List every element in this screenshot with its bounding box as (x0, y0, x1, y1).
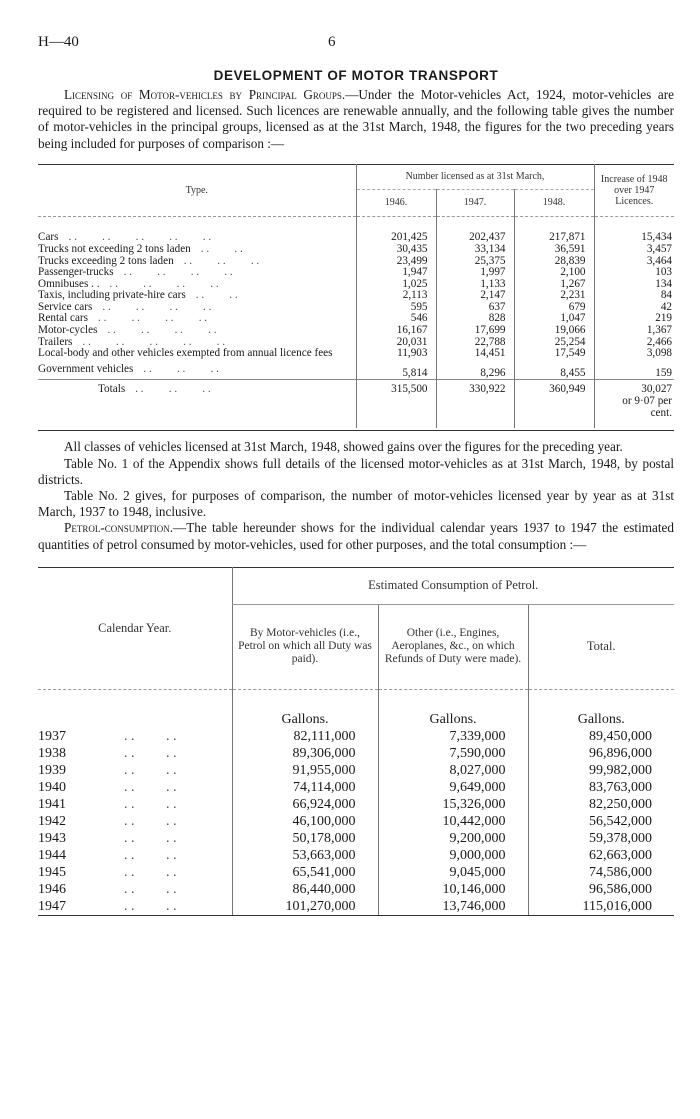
consumption-other: 15,326,000 (378, 796, 528, 813)
table2-row (38, 796, 674, 813)
consumption-motor: 74,114,000 (232, 779, 378, 796)
value-y1947: 8,296 (436, 360, 514, 380)
total-y1948: 360,949 (514, 380, 594, 429)
value-y1947: 828 (436, 313, 514, 325)
vehicle-type-label: Trucks not exceeding 2 tons laden (38, 242, 191, 255)
table2-paragraph: Table No. 2 gives, for purposes of comparison, the number of motor-vehicles licensed year by year as at 31st March, 1937 to 1948, inclusive. (38, 487, 674, 520)
leader-dots: . . . . . . . . . . (82, 335, 226, 348)
col-other: Other (i.e., Engines, Aeroplanes, &c., on which Refunds of Duty were made). (378, 604, 528, 689)
leader-dots: . . . . (124, 746, 177, 762)
consumption-other: 9,000,000 (378, 847, 528, 864)
consumption-other: 9,200,000 (378, 830, 528, 847)
leader-dots: . . . . (124, 865, 177, 881)
vehicle-type-label: Local-body and other vehicles exempted from annual licence fees (38, 347, 333, 360)
value-y1948: 19,066 (514, 325, 594, 337)
value-inc: 3,464 (594, 256, 674, 268)
value-y1948: 17,549 (514, 348, 594, 360)
consumption-total: 96,586,000 (528, 881, 674, 898)
consumption-motor: 86,440,000 (232, 881, 378, 898)
intro-paragraph (38, 87, 674, 152)
leader-dots: . . . . (124, 729, 177, 745)
table1-bottom-rule (38, 430, 674, 431)
value-inc: 103 (594, 267, 674, 279)
calendar-year: 1942 (38, 814, 66, 830)
value-inc: 1,367 (594, 325, 674, 337)
consumption-motor: 101,270,000 (232, 898, 378, 915)
table2-row (38, 898, 674, 915)
consumption-total: 56,542,000 (528, 813, 674, 830)
value-y1946: 11,903 (356, 348, 436, 360)
leader-dots: . . . . . . . . (109, 277, 219, 290)
consumption-other: 7,590,000 (378, 745, 528, 762)
value-y1948: 1,267 (514, 279, 594, 291)
table2-bottom-rule (38, 915, 674, 916)
value-y1947: 637 (436, 302, 514, 314)
consumption-total: 59,378,000 (528, 830, 674, 847)
table2-row (38, 830, 674, 847)
consumption-total: 96,896,000 (528, 745, 674, 762)
consumption-motor: 50,178,000 (232, 830, 378, 847)
value-y1946: 23,499 (356, 256, 436, 268)
consumption-motor: 53,663,000 (232, 847, 378, 864)
table2-row (38, 762, 674, 779)
leader-dots: . . . . . . (143, 362, 219, 375)
value-y1947: 33,134 (436, 244, 514, 256)
consumption-motor: 65,541,000 (232, 864, 378, 881)
calendar-year: 1944 (38, 848, 66, 864)
value-y1948: 2,231 (514, 290, 594, 302)
leader-dots: . . . . (124, 797, 177, 813)
leader-dots: . . . . . . . . (107, 324, 217, 337)
calendar-year: 1937 (38, 729, 66, 745)
value-y1947: 22,788 (436, 337, 514, 349)
table2-row (38, 813, 674, 830)
col-year-1948: 1948. (514, 189, 594, 216)
intro-text: —Under the Motor-vehicles Act, 1924, motor-vehicles are required to be registered and licensed. Such licences are renewable annually, and the following table gives the number of motor-vehicles in the principal groups, licensed as at the 31st March, 1948, the figures for the two preceding years being included for purposes of comparison :— (38, 87, 674, 151)
value-y1948: 1,047 (514, 313, 594, 325)
leader-dots: . . . . (195, 289, 238, 302)
value-y1947: 14,451 (436, 348, 514, 360)
leader-dots: . . . . . . (135, 383, 211, 396)
value-y1948: 25,254 (514, 337, 594, 349)
consumption-total: 115,016,000 (528, 898, 674, 915)
col-group-header: Number licensed as at 31st March, (356, 164, 594, 189)
page-header (38, 34, 674, 54)
consumption-motor: 89,306,000 (232, 745, 378, 762)
leader-dots: . . . . (124, 899, 177, 915)
consumption-other: 9,045,000 (378, 864, 528, 881)
col-calendar-year: Calendar Year. (98, 620, 172, 635)
calendar-year-cell (38, 898, 232, 915)
vehicle-type (38, 348, 356, 360)
calendar-year-cell (38, 813, 232, 830)
value-y1946: 20,031 (356, 337, 436, 349)
value-inc: 159 (594, 360, 674, 380)
consumption-other: 7,339,000 (378, 728, 528, 745)
leader-dots: . . . . (200, 242, 243, 255)
calendar-year: 1938 (38, 746, 66, 762)
consumption-total: 89,450,000 (528, 728, 674, 745)
table1-totals-row (38, 380, 674, 429)
calendar-year-cell (38, 881, 232, 898)
vehicle-type-label: Service cars (38, 300, 93, 313)
consumption-total: 99,982,000 (528, 762, 674, 779)
leader-dots: . . . . . . . . . . (68, 231, 212, 244)
consumption-other: 8,027,000 (378, 762, 528, 779)
value-y1948: 217,871 (514, 232, 594, 244)
value-y1948: 36,591 (514, 244, 594, 256)
consumption-motor: 91,955,000 (232, 762, 378, 779)
calendar-year-cell (38, 728, 232, 745)
col-year-1947: 1947. (436, 189, 514, 216)
vehicle-type-label: Trailers (38, 335, 73, 348)
petrol-paragraph (38, 520, 674, 552)
unit-total: Gallons. (528, 711, 674, 728)
leader-dots: . . . . (124, 882, 177, 898)
vehicle-type (38, 360, 356, 380)
unit-motor: Gallons. (232, 711, 378, 728)
leader-dots: . . . . . . . . (98, 312, 208, 325)
calendar-year: 1941 (38, 797, 66, 813)
table2-row (38, 779, 674, 796)
value-y1946: 1,947 (356, 267, 436, 279)
consumption-other: 9,649,000 (378, 779, 528, 796)
calendar-year: 1940 (38, 780, 66, 796)
value-inc: 2,466 (594, 337, 674, 349)
value-y1946: 30,435 (356, 244, 436, 256)
calendar-year-cell (38, 762, 232, 779)
col-type-header: Type. (185, 184, 208, 196)
leader-dots: . . . . . . (183, 254, 260, 267)
value-y1948: 679 (514, 302, 594, 314)
consumption-other: 10,146,000 (378, 881, 528, 898)
leader-dots: . . . . . . . . (123, 266, 233, 279)
leader-dots: . . . . . . . . (102, 300, 212, 313)
calendar-year: 1946 (38, 882, 66, 898)
value-y1947: 2,147 (436, 290, 514, 302)
value-y1947: 17,699 (436, 325, 514, 337)
col-year-1946: 1946. (356, 189, 436, 216)
table2-row (38, 881, 674, 898)
vehicle-type-label: Rental cars (38, 312, 89, 325)
leader-dots: . . . . (124, 831, 177, 847)
consumption-other: 13,746,000 (378, 898, 528, 915)
leader-dots: . . . . (124, 780, 177, 796)
page-number: 6 (328, 34, 336, 50)
table2-row (38, 847, 674, 864)
value-y1946: 546 (356, 313, 436, 325)
value-inc: 3,098 (594, 348, 674, 360)
value-inc: 219 (594, 313, 674, 325)
total-y1947: 330,922 (436, 380, 514, 429)
consumption-other: 10,442,000 (378, 813, 528, 830)
value-y1948: 8,455 (514, 360, 594, 380)
value-y1946: 1,025 (356, 279, 436, 291)
leader-dots: . . . . (124, 763, 177, 779)
value-y1947: 25,375 (436, 256, 514, 268)
calendar-year-cell (38, 830, 232, 847)
leader-dots: . . . . (124, 814, 177, 830)
value-y1946: 595 (356, 302, 436, 314)
col-total: Total. (528, 604, 674, 689)
unit-other: Gallons. (378, 711, 528, 728)
value-inc: 42 (594, 302, 674, 314)
col-motor-vehicles: By Motor-vehicles (i.e., Petrol on which all Duty was paid). (232, 604, 378, 689)
table1-row (38, 360, 674, 380)
value-y1948: 28,839 (514, 256, 594, 268)
consumption-total: 82,250,000 (528, 796, 674, 813)
vehicle-type-label: Omnibuses . . (38, 277, 100, 290)
petrol-consumption-table (38, 567, 674, 916)
total-increase-percent: or 9·07 per cent. (622, 394, 672, 419)
petrol-lead: Petrol-consumption. (64, 520, 174, 536)
appendix-paragraph: Table No. 1 of the Appendix shows full details of the licensed motor-vehicles as at 31st March, 1948, by postal districts. (38, 455, 674, 487)
section-title: DEVELOPMENT OF MOTOR TRANSPORT (213, 68, 499, 83)
value-y1946: 5,814 (356, 360, 436, 380)
table1-row (38, 325, 674, 337)
value-inc: 3,457 (594, 244, 674, 256)
licensed-vehicles-table (38, 164, 674, 429)
value-inc: 15,434 (594, 232, 674, 244)
col-increase-header: Increase of 1948 over 1947 Licences. (594, 164, 674, 216)
table2-row (38, 864, 674, 881)
calendar-year: 1939 (38, 763, 66, 779)
leader-dots: . . . . (124, 848, 177, 864)
total-y1946: 315,500 (356, 380, 436, 429)
table2-row (38, 728, 674, 745)
totals-label: Totals (98, 383, 126, 396)
calendar-year-cell (38, 796, 232, 813)
petrol-text: —The table hereunder shows for the individual calendar years 1937 to 1947 the estimated quantities of petrol consumed by motor-vehicles, used for other purposes, and the total consumption :— (38, 520, 674, 552)
intro-lead: Licensing of Motor-vehicles by Principal Groups. (64, 87, 346, 102)
table1-row (38, 267, 674, 279)
consumption-motor: 66,924,000 (232, 796, 378, 813)
value-y1946: 16,167 (356, 325, 436, 337)
total-increase: 30,027 (641, 383, 672, 396)
consumption-motor: 46,100,000 (232, 813, 378, 830)
calendar-year-cell (38, 779, 232, 796)
gains-paragraph: All classes of vehicles licensed at 31st March, 1948, showed gains over the figures for the preceding year. (64, 439, 623, 455)
value-y1946: 201,425 (356, 232, 436, 244)
value-inc: 134 (594, 279, 674, 291)
vehicle-type-label: Trucks exceeding 2 tons laden (38, 254, 174, 267)
value-y1948: 2,100 (514, 267, 594, 279)
vehicle-type-label: Cars (38, 231, 59, 244)
value-y1947: 1,997 (436, 267, 514, 279)
vehicle-type (38, 325, 356, 337)
value-y1946: 2,113 (356, 290, 436, 302)
value-y1947: 202,437 (436, 232, 514, 244)
calendar-year-cell (38, 864, 232, 881)
vehicle-type-label: Government vehicles (38, 362, 134, 375)
consumption-total: 62,663,000 (528, 847, 674, 864)
vehicle-type-label: Motor-cycles (38, 324, 98, 337)
calendar-year: 1947 (38, 899, 66, 915)
calendar-year-cell (38, 745, 232, 762)
vehicle-type-label: Taxis, including private-hire cars (38, 289, 186, 302)
total-increase-cell (594, 380, 674, 429)
totals-cell (38, 380, 356, 429)
consumption-motor: 82,111,000 (232, 728, 378, 745)
calendar-year-cell (38, 847, 232, 864)
col-estimated-group: Estimated Consumption of Petrol. (232, 567, 674, 604)
consumption-total: 74,586,000 (528, 864, 674, 881)
value-inc: 84 (594, 290, 674, 302)
table2-row (38, 745, 674, 762)
vehicle-type-label: Passenger-trucks (38, 266, 114, 279)
value-y1947: 1,133 (436, 279, 514, 291)
document-code: H—40 (38, 34, 79, 50)
document-page (38, 34, 674, 916)
consumption-total: 83,763,000 (528, 779, 674, 796)
calendar-year: 1943 (38, 831, 66, 847)
calendar-year: 1945 (38, 865, 66, 881)
table1-row (38, 348, 674, 360)
